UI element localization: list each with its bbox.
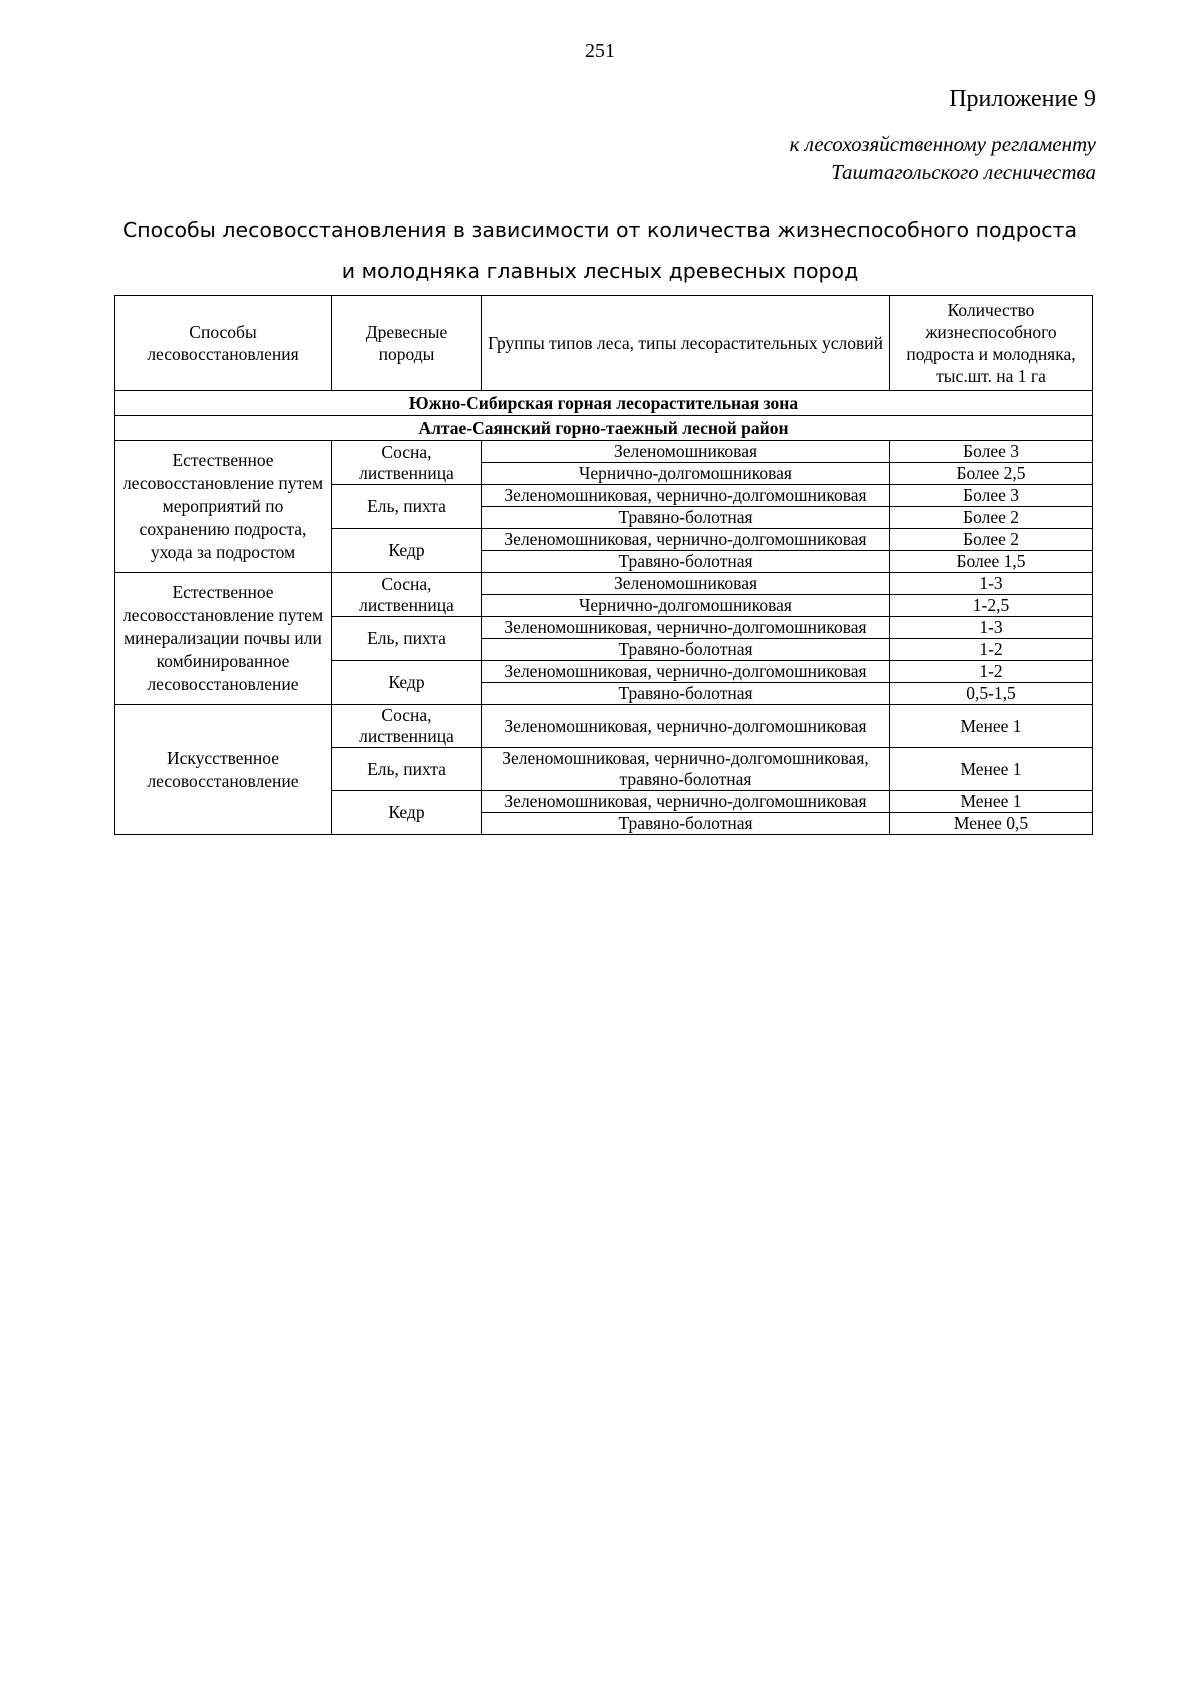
reforestation-table: [114, 295, 1093, 835]
forest-type-cell: Зеленомошниковая: [482, 573, 890, 595]
species-cell: Ель, пихта: [332, 617, 482, 661]
appendix-label: Приложение 9: [949, 86, 1096, 112]
species-cell: Кедр: [332, 529, 482, 573]
page-number: 251: [585, 40, 615, 62]
species-cell: Ель, пихта: [332, 485, 482, 529]
forest-type-cell: Травяно-болотная: [482, 639, 890, 661]
table-row: [115, 573, 1093, 595]
quantity-cell: Менее 0,5: [890, 813, 1093, 835]
quantity-cell: Более 3: [890, 441, 1093, 463]
forest-type-cell: Травяно-болотная: [482, 507, 890, 529]
quantity-cell: 1-3: [890, 573, 1093, 595]
forest-type-cell: Зеленомошниковая: [482, 441, 890, 463]
forest-type-cell: Зеленомошниковая, чернично-долгомошниковая, травяно-болотная: [482, 748, 890, 791]
region-row: [115, 416, 1093, 441]
species-cell: Сосна, лиственница: [332, 441, 482, 485]
quantity-cell: 1-3: [890, 617, 1093, 639]
forest-type-cell: Травяно-болотная: [482, 551, 890, 573]
forest-type-cell: Зеленомошниковая, чернично-долгомошниковая: [482, 485, 890, 507]
forest-type-cell: Чернично-долгомошниковая: [482, 595, 890, 617]
forest-type-cell: Травяно-болотная: [482, 683, 890, 705]
quantity-cell: 0,5-1,5: [890, 683, 1093, 705]
title-line-2: и молодняка главных лесных древесных пород: [341, 259, 859, 283]
quantity-cell: Менее 1: [890, 748, 1093, 791]
table-row: [115, 441, 1093, 463]
forest-type-cell: Зеленомошниковая, чернично-долгомошниковая: [482, 661, 890, 683]
region-label: Алтае-Саянский горно-таежный лесной район: [115, 416, 1093, 441]
species-cell: Сосна, лиственница: [332, 573, 482, 617]
quantity-cell: Менее 1: [890, 791, 1093, 813]
appendix-subtitle: [790, 130, 1096, 186]
header-species: Древесные породы: [332, 296, 482, 391]
quantity-cell: Более 2,5: [890, 463, 1093, 485]
forest-type-cell: Зеленомошниковая, чернично-долгомошниковая: [482, 791, 890, 813]
header-quantity: Количество жизнеспособного подроста и молодняка, тыс.шт. на 1 га: [890, 296, 1093, 391]
quantity-cell: Более 2: [890, 529, 1093, 551]
method-cell: Естественное лесовосстановление путем минерализации почвы или комбинированное лесовосстановление: [115, 573, 332, 705]
zone-row: [115, 391, 1093, 416]
forest-type-cell: Чернично-долгомошниковая: [482, 463, 890, 485]
quantity-cell: Менее 1: [890, 705, 1093, 748]
species-cell: Ель, пихта: [332, 748, 482, 791]
header-forest-types: Группы типов леса, типы лесорастительных условий: [482, 296, 890, 391]
method-cell: Искусственное лесовосстановление: [115, 705, 332, 835]
quantity-cell: 1-2: [890, 639, 1093, 661]
quantity-cell: 1-2,5: [890, 595, 1093, 617]
zone-label: Южно-Сибирская горная лесорастительная зона: [115, 391, 1093, 416]
table-row: [115, 705, 1093, 748]
quantity-cell: Более 3: [890, 485, 1093, 507]
title-line-1: Способы лесовосстановления в зависимости от количества жизнеспособного подроста: [122, 218, 1078, 242]
subtitle-line-2: Таштагольского лесничества: [831, 160, 1096, 184]
forest-type-cell: Зеленомошниковая, чернично-долгомошниковая: [482, 617, 890, 639]
forest-type-cell: Травяно-болотная: [482, 813, 890, 835]
quantity-cell: 1-2: [890, 661, 1093, 683]
method-cell: Естественное лесовосстановление путем мероприятий по сохранению подроста, ухода за подростом: [115, 441, 332, 573]
table-header-row: [115, 296, 1093, 391]
quantity-cell: Более 2: [890, 507, 1093, 529]
page-title: [0, 210, 1200, 292]
forest-type-cell: Зеленомошниковая, чернично-долгомошниковая: [482, 705, 890, 748]
species-cell: Сосна, лиственница: [332, 705, 482, 748]
species-cell: Кедр: [332, 661, 482, 705]
subtitle-line-1: к лесохозяйственному регламенту: [789, 132, 1096, 156]
quantity-cell: Более 1,5: [890, 551, 1093, 573]
forest-type-cell: Зеленомошниковая, чернично-долгомошниковая: [482, 529, 890, 551]
header-methods: Способы лесовосстановления: [115, 296, 332, 391]
species-cell: Кедр: [332, 791, 482, 835]
